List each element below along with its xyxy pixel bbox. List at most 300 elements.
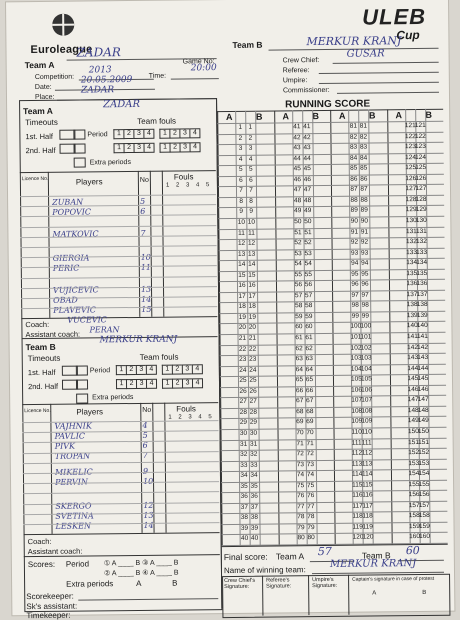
running-score-number: 61 (305, 334, 313, 342)
running-score-number: 64 (295, 365, 304, 373)
crew-chief-signature-label: Crew Chief's Signature: (224, 577, 256, 591)
player-number: 13 (143, 510, 154, 520)
running-score-number: 37 (250, 503, 258, 511)
running-score-number: 110 (351, 428, 362, 436)
place-value: ZADAR (80, 85, 115, 96)
running-score-number: 60 (295, 323, 303, 331)
running-score-number: 1 (248, 123, 253, 131)
running-score-number: 106 (351, 386, 362, 394)
running-score-number: 143 (407, 354, 419, 362)
running-score-number: 52 (294, 239, 302, 247)
running-score-number: 117 (352, 502, 363, 510)
running-score-number: 146 (417, 385, 429, 393)
running-score-number: 132 (416, 237, 427, 246)
running-score-number: 55 (294, 270, 303, 278)
running-score-number: 62 (295, 344, 303, 352)
running-score-number: 75 (296, 481, 305, 489)
team-b-label: Team B (232, 39, 263, 50)
running-score-number: 159 (408, 522, 420, 531)
running-score-number: 113 (361, 460, 373, 468)
running-score-number: 44 (303, 154, 311, 162)
running-score-number: 142 (417, 343, 429, 351)
running-score-col-b: B (255, 111, 263, 122)
running-score-number: 153 (418, 459, 430, 467)
extra-b-label: B (172, 578, 178, 588)
running-score-number: 102 (350, 344, 362, 352)
running-score-number: 78 (307, 513, 315, 521)
running-score-number: 130 (415, 216, 427, 224)
running-score-number: 90 (360, 217, 368, 225)
running-score-number: 14 (238, 260, 246, 269)
player-number: 6 (142, 440, 148, 450)
running-score-number: 81 (359, 122, 367, 130)
running-score-number: 84 (359, 154, 368, 162)
running-score-number: 31 (249, 440, 258, 448)
player-number: 15 (141, 304, 152, 314)
competition-label: Competition: (34, 73, 75, 82)
score-a-label: A (111, 570, 117, 578)
running-score-number: 157 (408, 501, 420, 509)
running-score-number: 18 (238, 303, 246, 311)
running-score-number: 73 (306, 460, 315, 468)
date-value: 20.05.2009 (80, 74, 133, 86)
running-score-number: 114 (351, 470, 363, 478)
running-score-number: 70 (306, 429, 314, 437)
running-score-number: 63 (305, 355, 313, 363)
player-number: 5 (142, 430, 148, 440)
running-score-number: 123 (405, 143, 416, 151)
running-score-number: 20 (248, 324, 257, 332)
team-a-coach-label: Coach: (25, 319, 50, 330)
team-b-licence-label: Licence No. (24, 407, 51, 415)
running-score-number: 136 (406, 280, 418, 288)
team-b-foul-col: 1 (168, 414, 172, 421)
running-score-number: 115 (362, 481, 373, 489)
final-score-a: 57 (317, 544, 332, 559)
team-a-section-label: Team A (23, 105, 53, 117)
running-score-number: 92 (360, 238, 369, 246)
running-score-number: 108 (351, 407, 363, 415)
team-a-foul-col: 4 (195, 182, 200, 189)
running-score-number: 86 (350, 175, 358, 183)
running-score-number: 32 (240, 450, 248, 458)
running-score-number: 158 (418, 512, 430, 520)
running-score-number: 45 (293, 165, 301, 173)
running-score-number: 82 (349, 133, 358, 141)
running-score-number: 100 (350, 323, 362, 331)
captain-b-label: B (422, 589, 427, 596)
umpire-signature-label: Umpire's Signature: (312, 576, 338, 590)
running-score-number: 72 (306, 450, 314, 458)
running-score-number: 12 (237, 239, 246, 247)
running-score-number: 120 (352, 534, 364, 542)
running-score-number: 113 (351, 460, 363, 468)
player-name: GIERGIA (52, 253, 90, 263)
running-score-number: 69 (306, 418, 314, 426)
running-score-number: 91 (350, 228, 359, 236)
running-score-number: 95 (351, 270, 359, 278)
running-score-number: 56 (294, 281, 303, 289)
date-label: Date: (34, 83, 52, 92)
time-label: Time: (148, 72, 167, 80)
running-score-number: 83 (349, 143, 358, 151)
running-score-number: 125 (415, 164, 427, 172)
running-score-number: 26 (249, 387, 257, 395)
running-score-number: 92 (350, 238, 359, 246)
running-score-number: 120 (362, 533, 374, 542)
team-a-timeouts-label: Timeouts (25, 117, 58, 128)
captain-signature-label: Captain's signature in case of protest (352, 575, 435, 583)
running-score-number: 33 (250, 461, 258, 469)
running-score-number: 29 (249, 419, 258, 427)
running-score-number: 14 (248, 260, 256, 268)
running-score-number: 139 (406, 311, 418, 320)
running-score-col-b: B (425, 109, 433, 120)
running-score-number: 35 (250, 482, 258, 490)
team-a-section-name: ZADAR (103, 98, 141, 111)
running-score-number: 101 (360, 333, 372, 341)
time-value: 20:00 (190, 63, 217, 74)
umpire-label: Umpire: (282, 77, 308, 85)
running-score-number: 30 (249, 429, 258, 437)
running-score-number: 88 (360, 196, 368, 204)
running-score-number: 35 (240, 482, 248, 490)
running-score-number: 149 (407, 417, 419, 425)
running-score-number: 89 (350, 207, 358, 215)
running-score-number: 148 (407, 406, 419, 414)
running-score-number: 147 (417, 396, 429, 404)
running-score-number: 137 (406, 290, 418, 298)
scores-label: Scores: (27, 559, 56, 570)
team-b-fouls-label: Fouls (176, 404, 196, 414)
score-b-label: B (135, 559, 141, 567)
running-score-number: 5 (248, 165, 253, 173)
running-score-number: 154 (408, 470, 420, 478)
running-score-number: 108 (361, 407, 373, 415)
player-name: VUJICEVIC (52, 285, 99, 295)
running-score-number: 13 (247, 250, 256, 258)
player-number: 9 (142, 466, 149, 476)
player-number: 7 (142, 450, 148, 460)
running-score-number: 74 (306, 471, 315, 479)
team-b-timeouts-label: Timeouts (27, 353, 61, 364)
player-number: 5 (140, 196, 146, 206)
running-score-number: 29 (239, 419, 248, 427)
running-score-number: 140 (406, 322, 418, 330)
running-score-number: 98 (361, 301, 369, 309)
running-score-number: 67 (306, 397, 314, 405)
running-score-number: 94 (361, 259, 369, 267)
team-a-second-half: 2nd. Half (25, 145, 56, 156)
competition-value: 2013 (88, 65, 112, 76)
running-score-number: 48 (293, 197, 302, 205)
running-score-number: 84 (349, 154, 358, 162)
running-score-number: 129 (405, 206, 417, 214)
running-score-number: 119 (352, 523, 363, 531)
running-score-number: 3 (238, 144, 243, 152)
scoresheet: Euroleague ULEB Cup Team A ZADAR Competition: 2013 Date: 20.05.2009 Time: 20:00 Place: ZADAR Game No: Team B MERKUR KRANJ Crew Chief: GUSAR Referee: Umpire: Commissioner: Team A ZADAR Timeouts Team fouls 1st. Half Period 1 2 3 4 1 2 3 4 2nd. Half 1 2 3 4 1 2 3 4 Extra periods Licence No. Players No Fouls 1 2 3 4 5 ZUBAN 5 POPOVIC 6 MATKOVIC 7 GIERGIA 10 PERIC 11 VUJICEVIC 13 OBAD 14 PLAVEVIC 15 Coach: VUCEVIC Assistant coach: PERAN Team B MERKUR KRANJ Timeouts Team fouls 1st. Half Period 1 2 3 4 1 2 3 4 2nd. Half 1 2 3 4 1 2 3 4 Extra periods Licence No. Players No Fouls 1 2 3 4 5 VAJHNIK 4 PAVLIC 5 PIVK 6 TROPAN 7 MIKELIC 9 PERVIN 10 SKERGO 12 SVETINA 13 LESKEN 14 Coach: Assistant coach: Scores: Period ① A ____ B ③ A ____ B ② A ____ B ④ A ____ B Extra periods A B Scorekeeper: Sk's assistant: Timekeeper: RUNNING SCORE A B 1 1 2 2 3 3 4 4 5 5 6 6 7 7 8 8 9 9 10 10 11 11 12 12 13 13 14 14 15 15 16 16 17 17 18 18 19 19 20 20 21 21 22 22 23 23 24 24 25 25 26 26 27 27 28 28 29 29 30 30 31 31 32 32 33 33 34 34 35 35 36 36 37 37 38 38 39 39 40 40 A B 41 41 42 42 43 43 44 44 45 45 46 46 47 47 48 48 49 49 50 50 51 51 52 52 53 53 54 54 55 55 56 56 57 57 58 58 59 59 60 60 61 61 62 62 63 63 64 64 65 65 66 66 67 67 68 68 69 69 70 70 71 71 72 72 73 73 74 74 75 75 76 76 77 77 78 78 79 79 80 80 A B 81 81 82 82 83 83 84 84 85 85 86 86 87 87 88 88 89 89 90 90 91 91 92 92 93 93 94 94 95 95 96 96 97 97 98 98 99 99 100 100 101 101 102 102 103 103 104 104 105 105 106 106 107 107 108 108 109 109 110 110 111 111 112 112 113 113 114 114 115 115 116 116 117 117 118 118 119 119 120 120 A B 121 121 122 122 123 123 124 124 125 125 126 126 127 127 128 128 129 129 130 130 131 131 132 132 133 133 134 134 135 135 136 136 137 137 138 138 139 139 140 140 141 141 142 142 143 143 144 144 145 145 146 146 147 147 148 148 149 149 150 150 151 151 152 152 153 153 154 154 155 155 156 156 157 157 158 158 159 159 160 160 Final score: Team A 57 Team B 60 Name of winning team: MERKUR KRANJ Crew Chief's Signature: Referee's Signature: Umpire's Signature: Captain's signature in case of protest A B (6, 0, 454, 615)
score-b-label: B (173, 569, 179, 577)
running-score-number: 11 (248, 229, 255, 237)
running-score-number: 79 (307, 524, 315, 532)
running-score-number: 94 (351, 259, 359, 267)
running-score-number: 126 (405, 174, 417, 182)
winning-team-value: MERKUR KRANJ (329, 558, 417, 570)
running-score-number: 30 (239, 429, 248, 437)
running-score-number: 41 (303, 123, 311, 131)
team-b-no-label: No (142, 406, 152, 414)
basketball-icon (52, 14, 74, 36)
running-score-number: 2 (238, 134, 243, 142)
player-name: OBAD (53, 295, 78, 305)
extra-periods-label: Extra periods (66, 579, 114, 589)
running-score-number: 36 (240, 493, 248, 501)
running-score-number: 118 (352, 512, 363, 521)
running-score-number: 131 (415, 227, 427, 235)
running-score-number: 39 (250, 524, 259, 532)
running-score-number: 41 (293, 123, 301, 131)
score-b-label: B (173, 559, 179, 567)
running-score-number: 10 (247, 218, 255, 226)
running-score-col-a: A (225, 111, 233, 123)
team-b-players-label: Players (76, 407, 104, 417)
player-name: VAJHNIK (54, 421, 92, 431)
running-score-number: 60 (305, 323, 313, 331)
sk-assistant-label: Sk's assistant: (26, 601, 78, 612)
running-score-number: 26 (239, 387, 247, 395)
running-score-number: 66 (295, 386, 304, 395)
team-a-foul-col: 1 (165, 182, 170, 189)
running-score-number: 134 (406, 259, 418, 267)
running-score-number: 9 (239, 208, 244, 216)
running-score-number: 51 (304, 228, 312, 236)
running-score-number: 19 (238, 313, 246, 321)
running-score-number: 13 (237, 250, 246, 258)
team-a-coach-value: VUCEVIC (67, 315, 107, 325)
running-score-number: 28 (249, 408, 257, 416)
running-score-number: 130 (405, 216, 417, 225)
player-name: SVETINA (55, 511, 94, 521)
running-score-number: 47 (303, 186, 312, 194)
team-b-period-label: Period (89, 367, 111, 375)
running-score-number: 104 (350, 365, 362, 373)
running-score-number: 65 (295, 376, 304, 384)
running-score-number: 69 (296, 418, 304, 426)
score-a-label: A (150, 569, 155, 577)
running-score-number: 24 (239, 366, 247, 374)
running-score-col-b: B (312, 111, 320, 122)
running-score-number: 93 (350, 249, 359, 257)
running-score-number: 144 (417, 364, 429, 372)
player-name: MIKELIC (54, 467, 93, 477)
running-score-number: 25 (239, 377, 247, 385)
running-score-number: 38 (240, 514, 249, 522)
team-a-team-fouls-label: Team fouls (137, 116, 176, 126)
running-score-number: 158 (408, 512, 420, 520)
running-score-number: 49 (304, 207, 312, 215)
running-score-number: 68 (306, 407, 314, 416)
running-score-number: 48 (303, 196, 312, 205)
team-a-fouls-label: Fouls (173, 172, 194, 182)
running-score-number: 124 (415, 153, 427, 161)
running-score-number: 126 (415, 174, 427, 182)
running-score-number: 81 (349, 122, 357, 130)
player-name: ZUBAN (52, 197, 84, 207)
team-b-foul-col: 2 (178, 414, 182, 421)
referee-signature-label: Referee's Signature: (266, 577, 292, 590)
running-score-number: 145 (407, 375, 419, 383)
commissioner-label: Commissioner: (282, 86, 330, 95)
running-score-number: 88 (350, 196, 358, 204)
running-score-number: 155 (408, 480, 420, 488)
running-score-number: 59 (305, 313, 313, 321)
game-no-label: Game No: (182, 58, 215, 66)
team-a-licence-label: Licence No. (21, 175, 49, 183)
running-score-number: 129 (415, 206, 427, 214)
running-score-number: 53 (304, 249, 312, 257)
running-score-number: 20 (238, 324, 247, 332)
running-score-number: 96 (361, 280, 369, 288)
team-a-foul-col: 2 (175, 182, 180, 189)
running-score-number: 107 (351, 396, 363, 405)
running-score-number: 47 (293, 186, 302, 194)
running-score-number: 124 (405, 153, 417, 161)
running-score-number: 127 (415, 185, 427, 193)
score-a-label: A (149, 559, 155, 567)
running-score-number: 115 (352, 481, 363, 489)
running-score-number: 112 (351, 449, 363, 457)
running-score-number: 3 (248, 144, 253, 152)
final-team-a-label: Team A (275, 551, 305, 562)
running-score-number: 78 (297, 513, 305, 521)
running-score-number: 143 (417, 354, 429, 362)
player-number: 10 (140, 252, 151, 262)
running-score-number: 17 (248, 292, 256, 300)
running-score-number: 138 (406, 301, 418, 309)
running-score-number: 135 (416, 269, 428, 277)
running-score-number: 105 (350, 375, 362, 383)
running-score-number: 106 (361, 386, 372, 394)
uleb-logo: ULEB (362, 3, 427, 30)
running-score-number: 80 (307, 534, 315, 542)
running-score-number: 127 (405, 185, 417, 193)
scores-period-label: Period (65, 559, 90, 569)
running-score-number: 132 (406, 238, 417, 246)
running-score-col-a: A (338, 110, 346, 121)
team-a-name: ZADAR (76, 45, 121, 60)
running-score-number: 57 (304, 291, 313, 299)
player-name: PAVLIC (54, 431, 86, 441)
running-score-number: 74 (296, 471, 305, 479)
running-score-number: 77 (297, 503, 305, 511)
running-score-number: 136 (416, 280, 428, 288)
running-score-number: 62 (305, 344, 313, 352)
running-score-number: 142 (407, 343, 419, 351)
running-score-number: 150 (417, 427, 429, 435)
running-score-number: 99 (361, 312, 369, 320)
team-a-no-label: No (139, 176, 149, 184)
running-score-number: 104 (360, 365, 372, 373)
running-score-number: 133 (416, 248, 428, 256)
running-score-number: 149 (417, 417, 429, 425)
running-score-number: 157 (418, 501, 430, 509)
running-score-number: 42 (293, 133, 301, 141)
team-b-first-half: 1st. Half (27, 367, 56, 378)
running-score-number: 49 (294, 207, 302, 215)
running-score-number: 11 (238, 229, 245, 237)
running-score-number: 42 (303, 133, 311, 141)
running-score-number: 119 (362, 523, 373, 531)
team-b-foul-col: 4 (198, 414, 202, 421)
team-a-assistant-value: PERAN (89, 325, 120, 335)
running-score-number: 110 (361, 428, 372, 436)
running-score-number: 91 (360, 228, 369, 236)
running-score-col-b: B (368, 110, 376, 121)
player-name: POPOVIC (52, 207, 92, 217)
running-score-number: 102 (360, 344, 372, 352)
running-score-number: 19 (248, 313, 256, 321)
running-score-number: 16 (238, 282, 246, 290)
team-b-second-half: 2nd. Half (27, 381, 59, 392)
winning-team-label: Name of winning team: (223, 565, 306, 576)
running-score-number: 154 (418, 470, 430, 478)
running-score-number: 116 (362, 491, 373, 499)
running-score-number: 150 (407, 427, 419, 436)
running-score-number: 37 (240, 503, 248, 511)
player-number: 4 (142, 420, 148, 430)
running-score-number: 123 (415, 143, 426, 151)
running-score-number: 155 (418, 480, 430, 488)
running-score-number: 23 (249, 355, 257, 363)
running-score-number: 144 (407, 364, 419, 372)
running-score-number: 76 (307, 492, 315, 500)
running-score-number: 4 (248, 155, 253, 163)
running-score-number: 138 (416, 301, 428, 309)
running-score-number: 159 (418, 522, 430, 530)
running-score-number: 54 (294, 260, 302, 268)
running-score-number: 23 (239, 355, 247, 363)
team-b-coach-label: Coach: (27, 536, 52, 547)
running-score-number: 100 (360, 322, 372, 331)
player-name: MATKOVIC (52, 229, 99, 239)
running-score-number: 15 (248, 271, 256, 279)
captain-a-label: A (372, 590, 377, 597)
team-a-extra-periods: Extra periods (89, 159, 131, 167)
running-score-number: 151 (418, 438, 430, 446)
running-score-number: 145 (417, 375, 429, 383)
player-name: PIVK (54, 441, 76, 451)
referee-label: Referee: (282, 67, 310, 75)
running-score-number: 71 (306, 439, 314, 447)
running-score-number: 34 (240, 471, 248, 480)
running-score-number: 43 (293, 144, 301, 152)
running-score-number: 71 (296, 439, 304, 447)
cup-label: Cup (396, 27, 420, 43)
running-score-number: 139 (416, 311, 428, 319)
running-score-number: 58 (295, 302, 303, 310)
running-score-number: 73 (296, 460, 305, 468)
running-score-number: 87 (350, 185, 358, 194)
running-score-number: 46 (303, 175, 312, 183)
player-name: PERIC (52, 263, 80, 273)
running-score-number: 83 (359, 143, 368, 151)
running-score-number: 109 (351, 417, 363, 426)
running-score-number: 63 (295, 355, 303, 363)
extra-a-label: A (136, 578, 142, 588)
running-score-number: 103 (360, 354, 372, 362)
running-score-number: 122 (414, 132, 426, 140)
team-b-foul-col: 3 (188, 414, 192, 421)
